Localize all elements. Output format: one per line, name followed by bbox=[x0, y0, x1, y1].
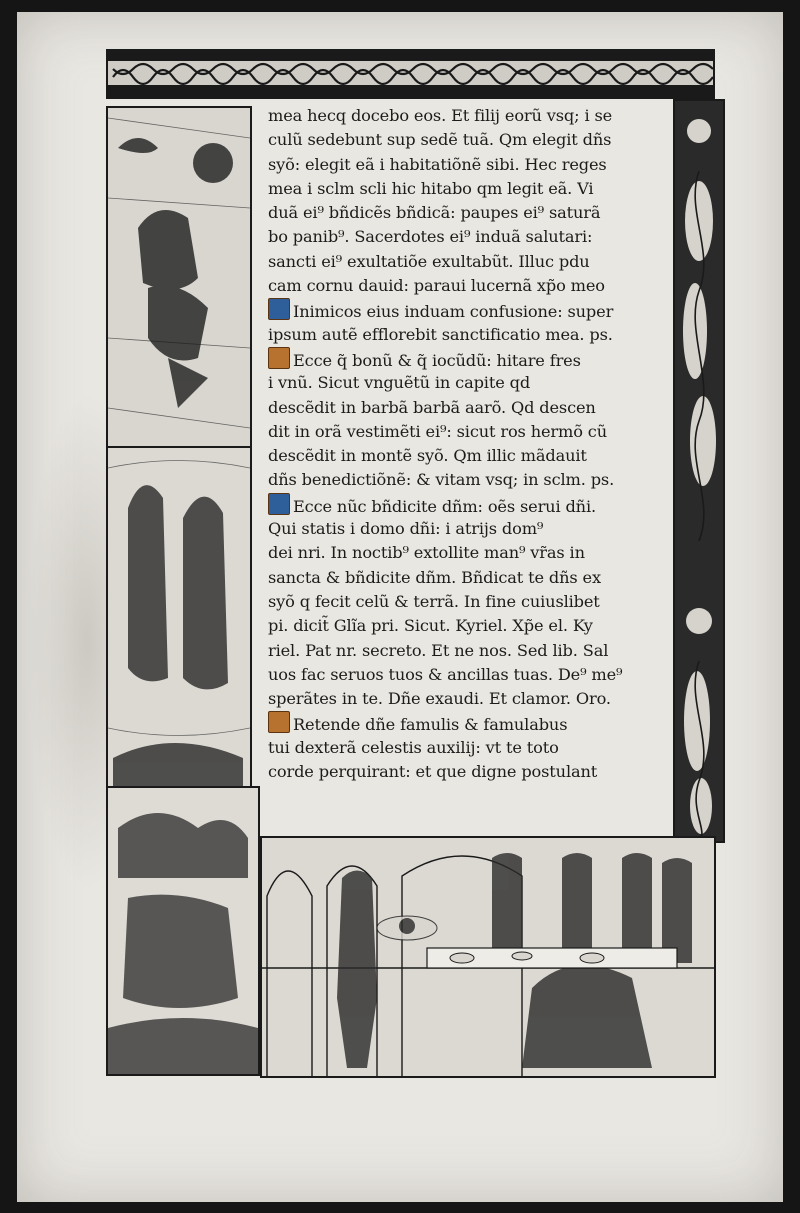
text-line: dei nri. In noctib⁹ extollite man⁹ vr̃as in bbox=[268, 543, 585, 563]
text-line: dñs benedictiõnẽ: & vitam vsq; in sclm. ps. bbox=[268, 470, 615, 490]
text-line: Ecce nũc bñdicite dñm: oẽs serui dñi. bbox=[268, 493, 682, 517]
text-line: pi. dicit̃ Glĩa pri. Sicut. Kyriel. Xp̃e el. Ky bbox=[268, 616, 593, 636]
text-block bbox=[268, 104, 682, 784]
text-line: riel. Pat nr. secreto. Et ne nos. Sed lib. Sal bbox=[268, 640, 609, 660]
text-line: bo panib⁹. Sacerdotes ei⁹ induã salutari: bbox=[268, 227, 593, 247]
text-line: duã ei⁹ bñdicẽs bñdicã: paupes ei⁹ saturã bbox=[268, 203, 601, 223]
gold-initial-icon bbox=[268, 347, 290, 369]
text-line: sperãtes in te. Dñe exaudi. Et clamor. Oro. bbox=[268, 689, 611, 709]
text-line: dit in orã vestimẽti ei⁹: sicut ros hermõ cũ bbox=[268, 421, 607, 441]
text-line: descẽdit in barbã barbã aarõ. Qd descen bbox=[268, 397, 596, 417]
text-line: Retende dñe famulis & famulabus bbox=[268, 711, 682, 735]
text-line: corde perquirant: et que digne postulant bbox=[268, 762, 598, 782]
text-line: uos fac seruos tuos & ancillas tuas. De⁹ me⁹ bbox=[268, 664, 623, 684]
text-line: sancta & bñdicite dñm. Bñdicat te dñs ex bbox=[268, 567, 601, 587]
text-line: culũ sedebunt sup sedẽ tuã. Qm elegit dñs bbox=[268, 130, 612, 150]
text-line: sancti ei⁹ exultatiõe exultabũt. Illuc pdu bbox=[268, 251, 590, 271]
text-line: mea i sclm scli hic hitabo qm legit eã. Vi bbox=[268, 178, 594, 198]
text-line: syõ q fecit celũ & terrã. In fine cuiuslibet bbox=[268, 591, 600, 611]
woodcut-banquet-scene bbox=[260, 836, 716, 1078]
blue-initial-icon bbox=[268, 298, 290, 320]
text-line: tui dexterã celestis auxilij: vt te toto bbox=[268, 737, 559, 757]
woodcut-crowd-panel bbox=[106, 786, 260, 1076]
text-line: mea hecq docebo eos. Et filij eorũ vsq; i se bbox=[268, 106, 613, 125]
text-line: syõ: elegit eã i habitatiõnẽ sibi. Hec reges bbox=[268, 154, 607, 174]
woodcut-angels-panel bbox=[106, 446, 252, 790]
text-line: Inimicos eius induam confusione: super bbox=[268, 298, 682, 322]
gold-initial-icon bbox=[268, 711, 290, 733]
text-line: ipsum autẽ efflorebit sanctificatio mea. ps. bbox=[268, 324, 613, 344]
text-line: cam cornu dauid: paraui lucernã xp̃o meo bbox=[268, 276, 605, 296]
text-line: i vnũ. Sicut vnguẽtũ in capite qd bbox=[268, 373, 531, 393]
woodcut-riders-panel bbox=[106, 106, 252, 450]
text-line: Ecce q̃ bonũ & q̃ iocũdũ: hitare fres bbox=[268, 347, 682, 371]
text-line: descẽdit in montẽ syõ. Qm illic mãdauit bbox=[268, 446, 587, 466]
blue-initial-icon bbox=[268, 493, 290, 515]
text-line: Qui statis i domo dñi: i atrijs dom⁹ bbox=[268, 519, 544, 539]
top-ornamental-border bbox=[106, 49, 715, 99]
